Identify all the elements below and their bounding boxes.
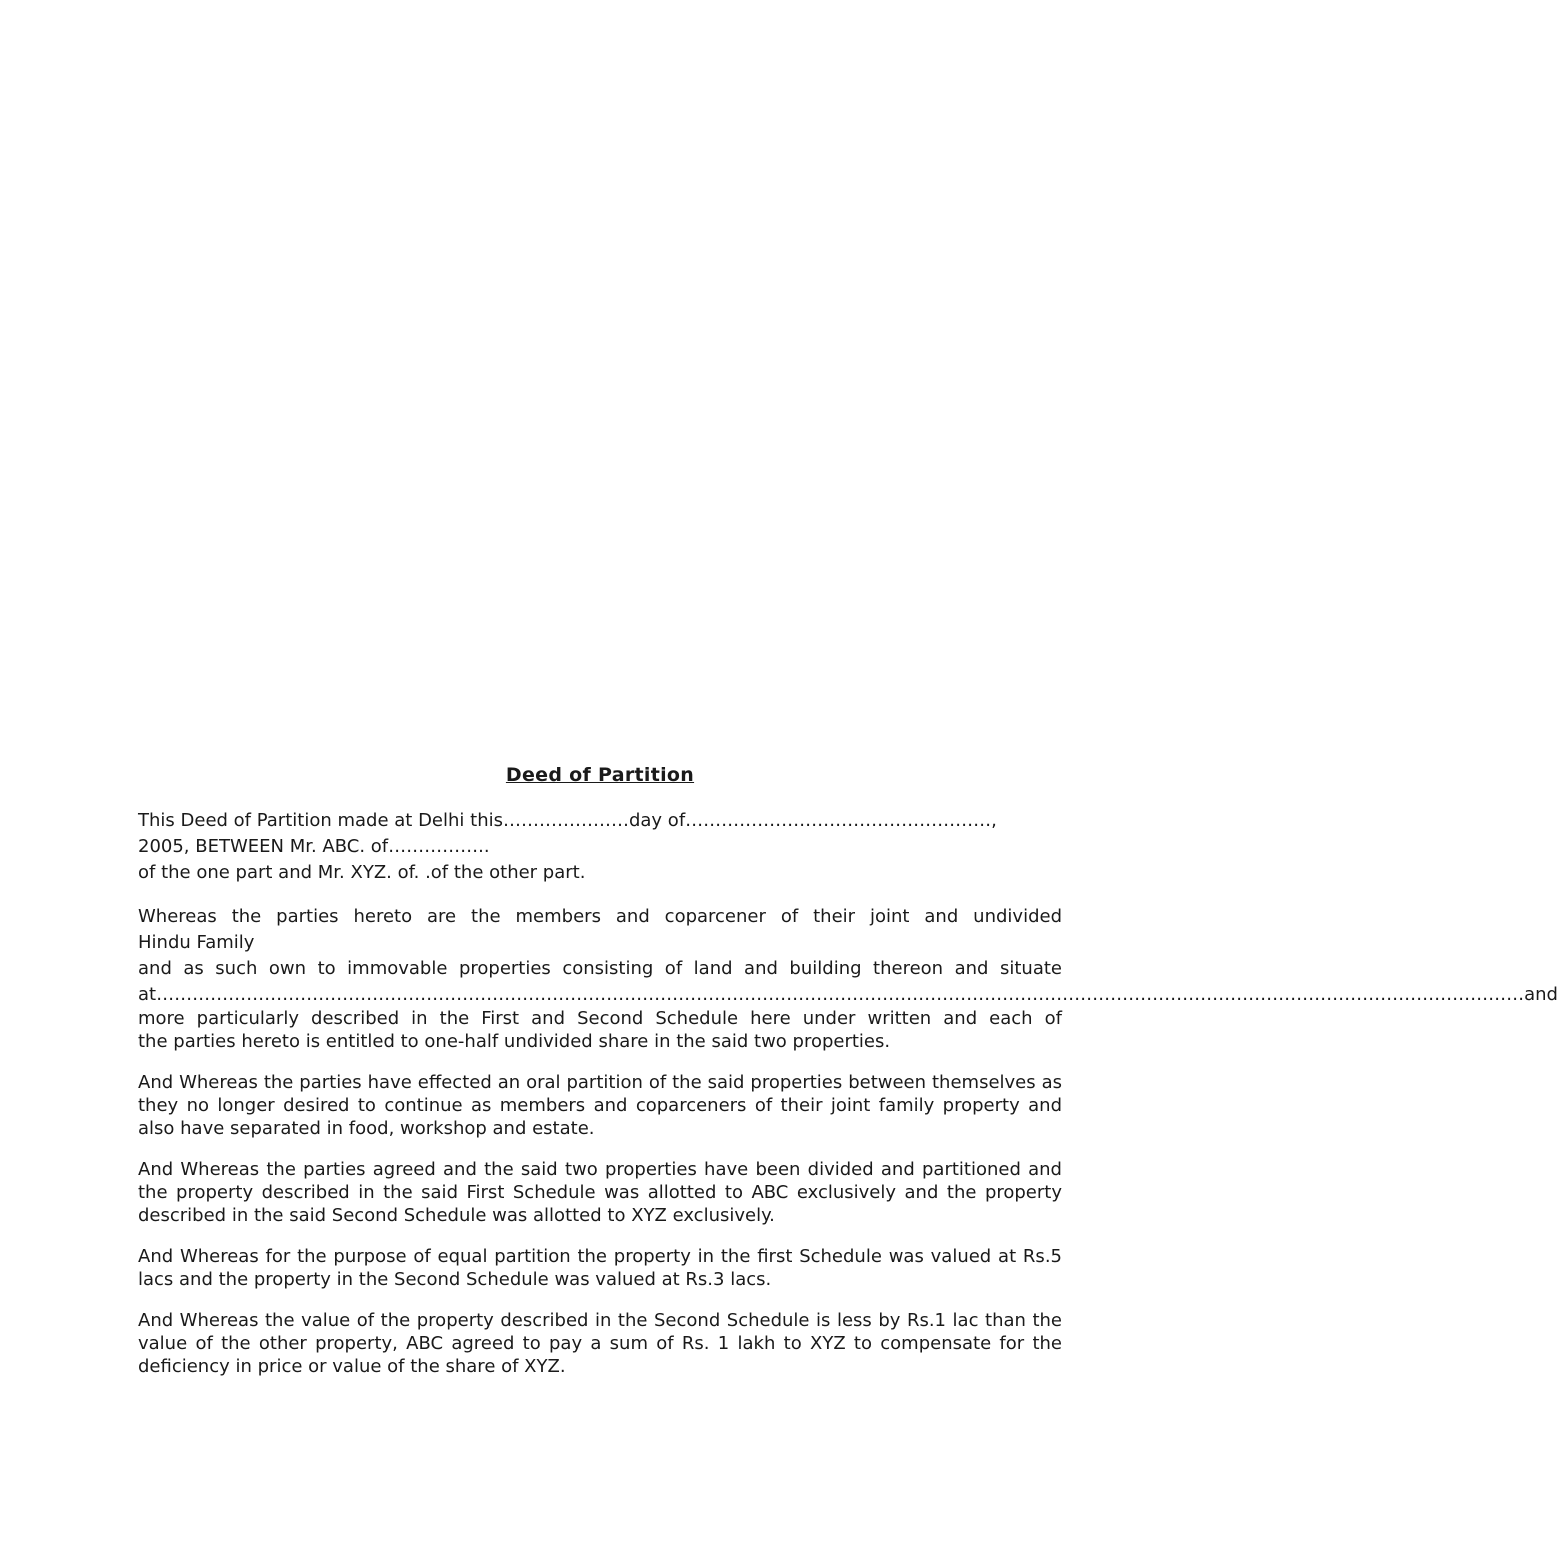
recital-paragraph bbox=[138, 1309, 1062, 1378]
whereas-line: the parties hereto is entitled to one-half undivided share in the said two properties. bbox=[138, 1031, 891, 1052]
opening-line: of the one part and Mr. XYZ. of. .of the other part. bbox=[138, 862, 586, 883]
recital-text: And Whereas the parties have effected an oral partition of the said properties between themselves as they no longer desired to continue as members and coparceners of their joint family property and also have separated in food, workshop and estate. bbox=[138, 1072, 1062, 1139]
document-body bbox=[138, 762, 1558, 1378]
recital-paragraph bbox=[138, 1245, 1062, 1291]
document-title: Deed of Partition bbox=[505, 764, 695, 786]
opening-line: This Deed of Partition made at Delhi this…………………day of……………………………………………, bbox=[138, 810, 997, 831]
whereas-dotted-line bbox=[138, 982, 1558, 1007]
whereas-line: and as such own to immovable properties consisting of land and building thereon and situate bbox=[138, 958, 1062, 979]
opening-line: 2005, BETWEEN Mr. ABC. of…………….. bbox=[138, 836, 490, 857]
opening-paragraph bbox=[138, 808, 1062, 886]
whereas-line: Hindu Family bbox=[138, 932, 255, 953]
recital-text: And Whereas the value of the property described in the Second Schedule is less by Rs.1 lac than the value of the other property, ABC agreed to pay a sum of Rs. 1 lakh to XYZ to compensate for the deficiency in price or value of the share of XYZ. bbox=[138, 1310, 1062, 1377]
recital-text: And Whereas the parties agreed and the said two properties have been divided and partitioned and the property described in the said First Schedule was allotted to ABC exclusively and the property described in the said Second Schedule was allotted to XYZ exclusively. bbox=[138, 1159, 1062, 1226]
whereas-paragraph bbox=[138, 904, 1558, 1053]
whereas-line bbox=[138, 904, 1062, 930]
recital-paragraph bbox=[138, 1071, 1062, 1140]
whereas-line-start: at bbox=[138, 984, 157, 1005]
blank-dots: ………………………………………………………………………………………………………………………………………………………………………………………………………… bbox=[156, 984, 1525, 1005]
whereas-line-text: Whereas the parties hereto are the members and coparcener of their joint and undivided bbox=[138, 906, 1062, 927]
recital-paragraph bbox=[138, 1158, 1062, 1227]
whereas-line-end: and bbox=[1524, 984, 1558, 1005]
whereas-line: more particularly described in the First and Second Schedule here under written and each of bbox=[138, 1008, 1062, 1029]
recital-text: And Whereas for the purpose of equal partition the property in the first Schedule was valued at Rs.5 lacs and the property in the Second Schedule was valued at Rs.3 lacs. bbox=[138, 1246, 1062, 1290]
